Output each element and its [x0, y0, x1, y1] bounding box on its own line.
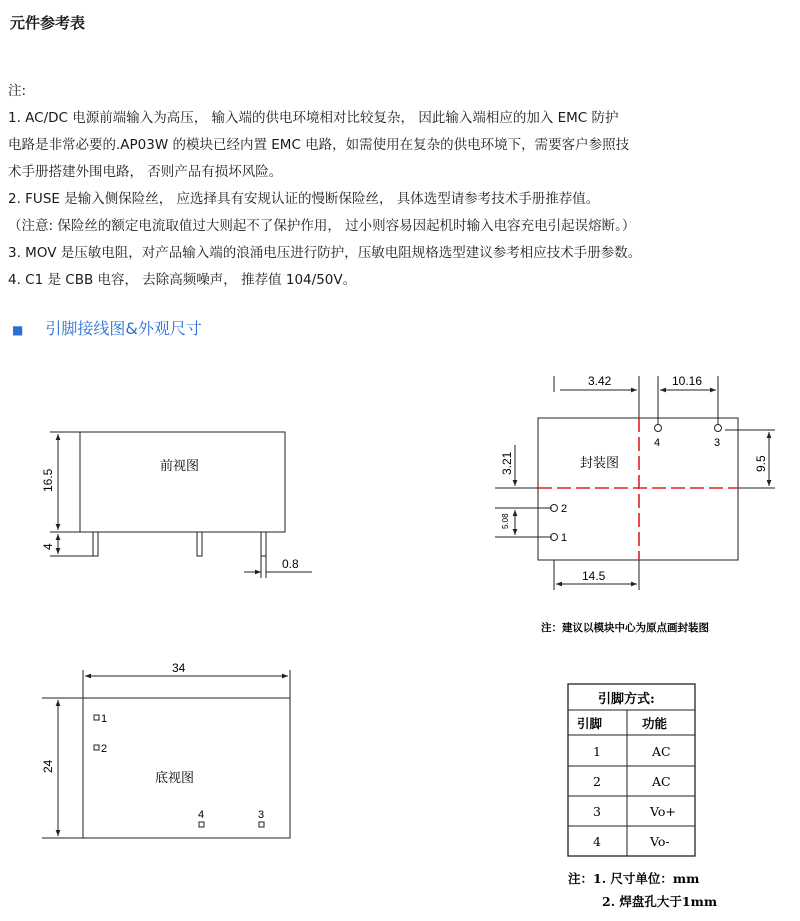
bottom-pin-label: 3: [258, 809, 265, 821]
pin-table-title: 引脚方式:: [598, 692, 655, 707]
dim-pin-width-label: 0.8: [282, 557, 299, 571]
front-pin: [93, 532, 98, 556]
note-line: 2. FUSE 是输入侧保险丝， 应选择具有安规认证的慢断保险丝， 具体选型请参考技术手册推荐值。: [8, 191, 600, 207]
pin-table: [568, 684, 695, 856]
note-line: 1. AC/DC 电源前端输入为高压， 输入端的供电环境相对比较复杂， 因此输入端相应的加入 EMC 防护: [8, 110, 619, 126]
page-title: 元件参考表: [10, 14, 86, 32]
bottom-view: [42, 670, 290, 838]
footprint-pin-label: 1: [561, 532, 568, 544]
front-pin: [261, 532, 266, 556]
front-pin: [197, 532, 202, 556]
note-line: 电路是非常必要的.AP03W 的模块已经内置 EMC 电路，如需使用在复杂的供电环境下，需要客户参照技: [8, 137, 630, 153]
pin-table-cell: AC: [652, 774, 671, 789]
dim-height-label: 16.5: [41, 468, 55, 492]
pin-table-cell: Vo-: [650, 834, 670, 849]
note-line: 3. MOV 是压敏电阻，对产品输入端的浪涌电压进行防护，压敏电阻规格选型建议参考相应技术手册参数。: [8, 245, 642, 261]
dim-14-5-label: 14.5: [582, 569, 606, 583]
dim-3-42-label: 3.42: [588, 374, 612, 388]
note-line: 术手册搭建外围电路， 否则产品有损坏风险。: [8, 164, 283, 180]
front-view-label: 前视图: [160, 459, 200, 474]
notes-heading: 注:: [8, 83, 27, 99]
bottom-pin: [259, 822, 264, 827]
pin-table-cell: AC: [652, 744, 671, 759]
dim-3-21-label: 3.21: [500, 451, 514, 475]
note-line: 4. C1 是 CBB 电容， 去除高频噪声， 推荐值 104/50V。: [8, 272, 357, 288]
footprint-pin-label: 3: [714, 437, 721, 449]
pin-table-cell: 1: [593, 744, 601, 759]
center-crosshair: [538, 418, 738, 560]
section-title: 引脚接线图&外观尺寸: [45, 319, 202, 338]
front-view: [50, 432, 312, 578]
bottom-view-label: 底视图: [155, 771, 195, 786]
footprint-pin-label: 4: [654, 437, 661, 449]
front-view-body: [80, 432, 285, 532]
footprint-view: [495, 376, 775, 590]
bottom-pin: [199, 822, 204, 827]
note-line: （注意: 保险丝的额定电流取值过大则起不了保护作用， 过小则容易因起机时输入电容充电引起误熔断。）: [8, 218, 636, 234]
footprint-pin: [715, 425, 722, 432]
dim-5-08-label: 5.08: [501, 513, 510, 529]
footnote-line: 2. 焊盘孔大于1mm: [602, 894, 718, 909]
pin-table-header: 功能: [642, 716, 668, 731]
dim-pin-length-label: 4: [41, 543, 55, 550]
footprint-label: 封装图: [580, 456, 620, 471]
pin-table-cell: Vo+: [650, 804, 676, 819]
pin-table-cell: 2: [593, 774, 601, 789]
footprint-pin-label: 2: [561, 503, 568, 515]
bottom-pin: [94, 745, 99, 750]
bottom-pin: [94, 715, 99, 720]
pin-table-cell: 3: [593, 804, 601, 819]
footprint-pin: [655, 425, 662, 432]
bottom-pin-label: 1: [101, 713, 108, 725]
dim-34-label: 34: [172, 661, 186, 675]
dim-9-5-label: 9.5: [754, 455, 768, 472]
bottom-pin-label: 2: [101, 743, 108, 755]
footprint-note: 注：建议以模块中心为原点画封装图: [541, 622, 709, 634]
footnote-line: 注：1. 尺寸单位：mm: [568, 871, 700, 886]
bottom-pin-label: 4: [198, 809, 205, 821]
section-bullet-icon: ■: [12, 323, 24, 337]
pin-table-header: 引脚: [577, 716, 603, 731]
dim-24-label: 24: [41, 759, 55, 773]
footprint-body: [538, 418, 738, 560]
pin-table-cell: 4: [593, 834, 601, 849]
dim-10-16-label: 10.16: [672, 374, 703, 388]
